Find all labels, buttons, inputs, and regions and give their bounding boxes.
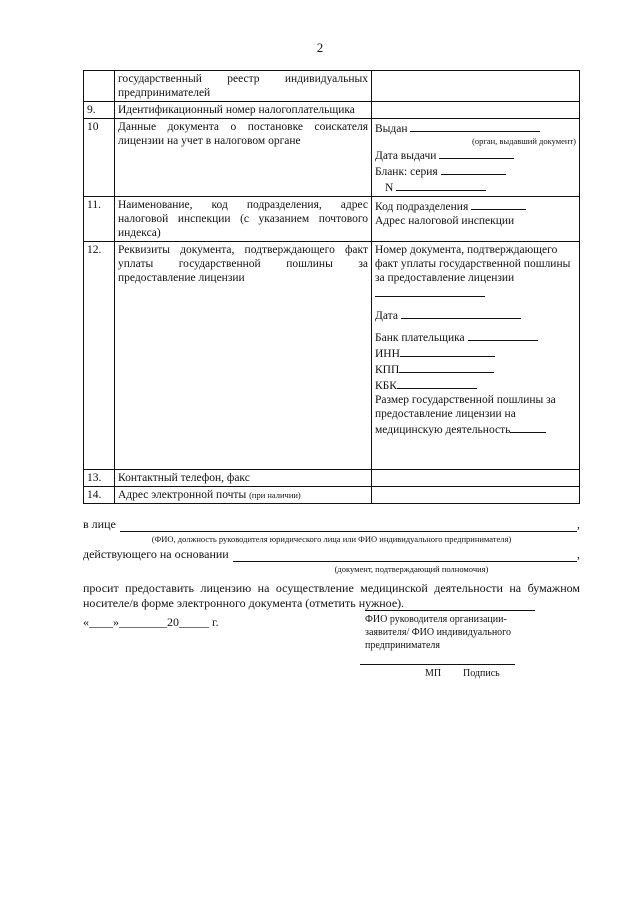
issue-date-field[interactable] [439,147,514,159]
address-label: Адрес налоговой инспекции [375,215,515,227]
table-row [84,102,580,119]
email-label: Адрес электронной почты [118,489,247,501]
code-label: Код подразделения [375,201,469,213]
bank-label: Банк плательщика [375,332,465,344]
table-row [84,119,580,197]
acting-label: действующего на основании [83,547,229,561]
row-number: 10 [84,119,115,197]
seal-label: МП [425,668,442,679]
row-number: 9. [84,102,115,119]
acting-field[interactable] [233,549,577,562]
row-description: государственный реестр индивидуальных предпринимателей [115,71,372,102]
row-description: Контактный телефон, факс [115,470,372,487]
acting-caption: (документ, подтверждающий полномочия) [334,564,489,574]
inn-field[interactable] [400,345,495,357]
table-row [84,242,580,470]
tax-id-value[interactable] [372,102,580,119]
row-description [115,487,372,504]
number-label: N [385,182,394,194]
application-table [83,70,580,504]
row-number: 12. [84,242,115,470]
email-value[interactable] [372,487,580,504]
row-number: 13. [84,470,115,487]
issued-field[interactable] [410,120,540,132]
date-line: «____»________20_____ г. [83,615,219,629]
number-field[interactable] [396,179,486,191]
row-description: Реквизиты документа, подтверждающего факт уплаты государственной пошлины за предоставление лицензии [115,242,372,470]
bank-field[interactable] [468,329,538,341]
kpp-field[interactable] [399,361,494,373]
tax-registration-fields [372,119,580,197]
date-field[interactable] [401,307,521,319]
inn-label: ИНН [375,348,400,360]
doc-number-field[interactable] [375,285,485,297]
kbk-label: КБК [375,380,397,392]
payment-fields [372,242,580,470]
row-value[interactable] [372,71,580,102]
request-text: просит предоставить лицензию на осуществление медицинской деятельности на бумажном носителе/в форме электронного документа (отметить нужное). [83,581,580,610]
page-number: 2 [316,40,324,55]
row-number: 14. [84,487,115,504]
email-note: (при наличии) [249,490,301,500]
amount-field[interactable] [510,421,546,433]
doc-number-label: Номер документа, подтверждающего факт уплаты государственной пошлины за предоставление лицензии [375,244,571,284]
table-row [84,197,580,242]
row-description: Данные документа о постановке соискателя лицензии на учет в налоговом органе [115,119,372,197]
table-row [84,487,580,504]
in-person-label: в лице [83,517,116,531]
date-label: Дата [375,310,398,322]
in-person-field[interactable] [120,519,577,532]
issued-label: Выдан [375,123,408,135]
kpp-label: КПП [375,364,400,376]
signer-caption: ФИО руководителя организации-заявителя/ ФИО индивидуального предпринимателя [365,610,535,652]
blank-series-field[interactable] [441,163,506,175]
kbk-field[interactable] [397,377,477,389]
row-description: Наименование, код подразделения, адрес налоговой инспекции (с указанием почтового индекса) [115,197,372,242]
row-description: Идентификационный номер налогоплательщика [115,102,372,119]
row-number [84,71,115,102]
amount-label: Размер государственной пошлины за предоставление лицензии на медицинскую деятельность [375,394,556,436]
issuer-caption: (орган, выдавший документ) [472,136,576,146]
table-row [84,470,580,487]
signature-label: Подпись [463,668,500,679]
signature-line[interactable] [360,664,515,666]
blank-series-label: Бланк: серия [375,166,438,178]
tax-office-fields [372,197,580,242]
in-person-block: в лице , (ФИО, должность руководителя юридического лица или ФИО индивидуального предпринимателя) действующего на основании , (документ, подтверждающий полномочия) просит предоставить лицензию на осуществление медицинской деятельности на бумажном носителе/в форме электронного документа (отметить нужное). «____»________20_____ г. [83,517,580,629]
phone-value[interactable] [372,470,580,487]
table-row [84,71,580,102]
code-field[interactable] [471,198,526,210]
issue-date-label: Дата выдачи [375,150,437,162]
in-person-caption: (ФИО, должность руководителя юридического лица или ФИО индивидуального предпринимателя) [151,534,512,544]
row-number: 11. [84,197,115,242]
